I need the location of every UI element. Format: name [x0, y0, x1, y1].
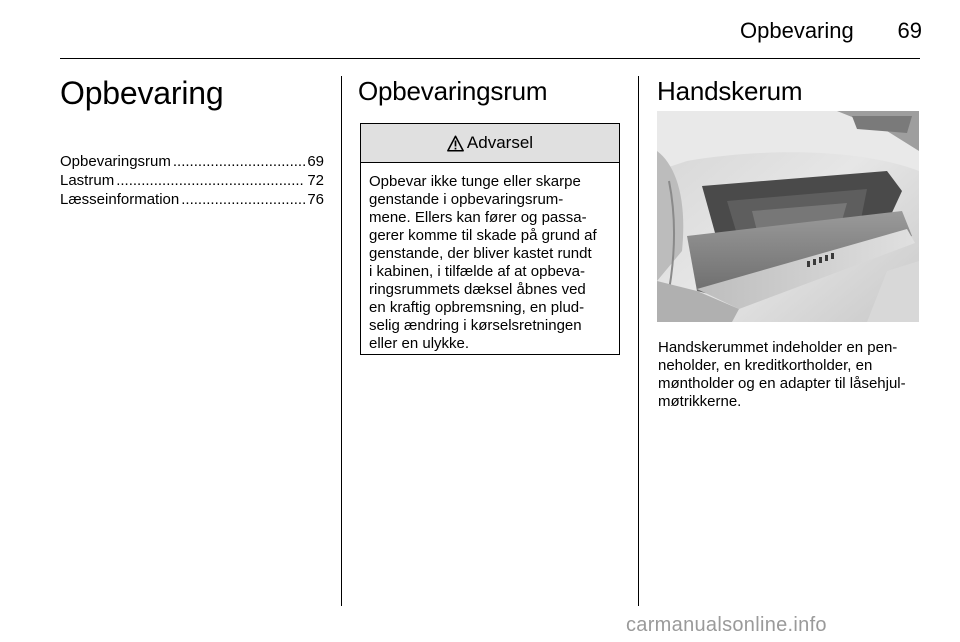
glovebox-caption — [658, 339, 920, 411]
header-rule — [60, 58, 920, 59]
caption-line: møntholder og en adapter til låsehjul- — [658, 375, 906, 392]
toc-label: Opbevaringsrum — [60, 153, 171, 170]
warning-line: Opbevar ikke tunge eller skarpe — [369, 173, 581, 190]
toc-dots — [173, 152, 305, 171]
table-of-contents — [60, 152, 324, 209]
warning-text — [361, 163, 619, 353]
warning-triangle-icon — [447, 135, 464, 152]
toc-row[interactable] — [60, 190, 324, 209]
toc-row[interactable] — [60, 152, 324, 171]
warning-line: en kraftig opbremsning, en plud- — [369, 299, 585, 316]
warning-line: selig ændring i kørselsretningen — [369, 317, 582, 334]
toc-label: Læsseinformation — [60, 191, 180, 208]
toc-page: 69 — [307, 153, 324, 170]
toc-dots — [181, 190, 305, 209]
warning-line: ringsrummets dæksel åbnes ved — [369, 281, 586, 298]
warning-line: gerer komme til skade på grund af — [369, 227, 597, 244]
toc-label: Lastrum — [60, 172, 115, 189]
warning-box — [360, 123, 620, 355]
toc-page: 76 — [307, 191, 324, 208]
toc-dots — [116, 171, 305, 190]
column-divider-right — [638, 76, 639, 606]
warning-line: mene. Ellers kan fører og passa- — [369, 209, 587, 226]
warning-line: genstande, der bliver kastet rundt — [369, 245, 592, 262]
caption-line: møtrikkerne. — [658, 393, 742, 410]
column-divider-left — [341, 76, 342, 606]
warning-line: genstande i opbevaringsrum- — [369, 191, 564, 208]
caption-line: Handskerummet indeholder en pen- — [658, 339, 898, 356]
caption-line: neholder, en kreditkortholder, en — [658, 357, 873, 374]
toc-page: 72 — [307, 172, 324, 189]
warning-title: Advarsel — [466, 133, 534, 152]
warning-header — [361, 124, 619, 163]
glovebox-photo — [657, 111, 919, 322]
warning-line: eller en ulykke. — [369, 335, 470, 352]
warning-line: i kabinen, i tilfælde af at opbeva- — [369, 263, 585, 280]
toc-row[interactable] — [60, 171, 324, 190]
page-header-title: Opbevaring — [740, 18, 854, 43]
page-number: 69 — [897, 18, 922, 43]
section-heading-glovebox: Handskerum — [657, 76, 803, 106]
chapter-heading: Opbevaring — [60, 75, 224, 111]
section-heading-storage: Opbevaringsrum — [358, 76, 548, 106]
watermark: carmanualsonline.info — [626, 614, 827, 636]
